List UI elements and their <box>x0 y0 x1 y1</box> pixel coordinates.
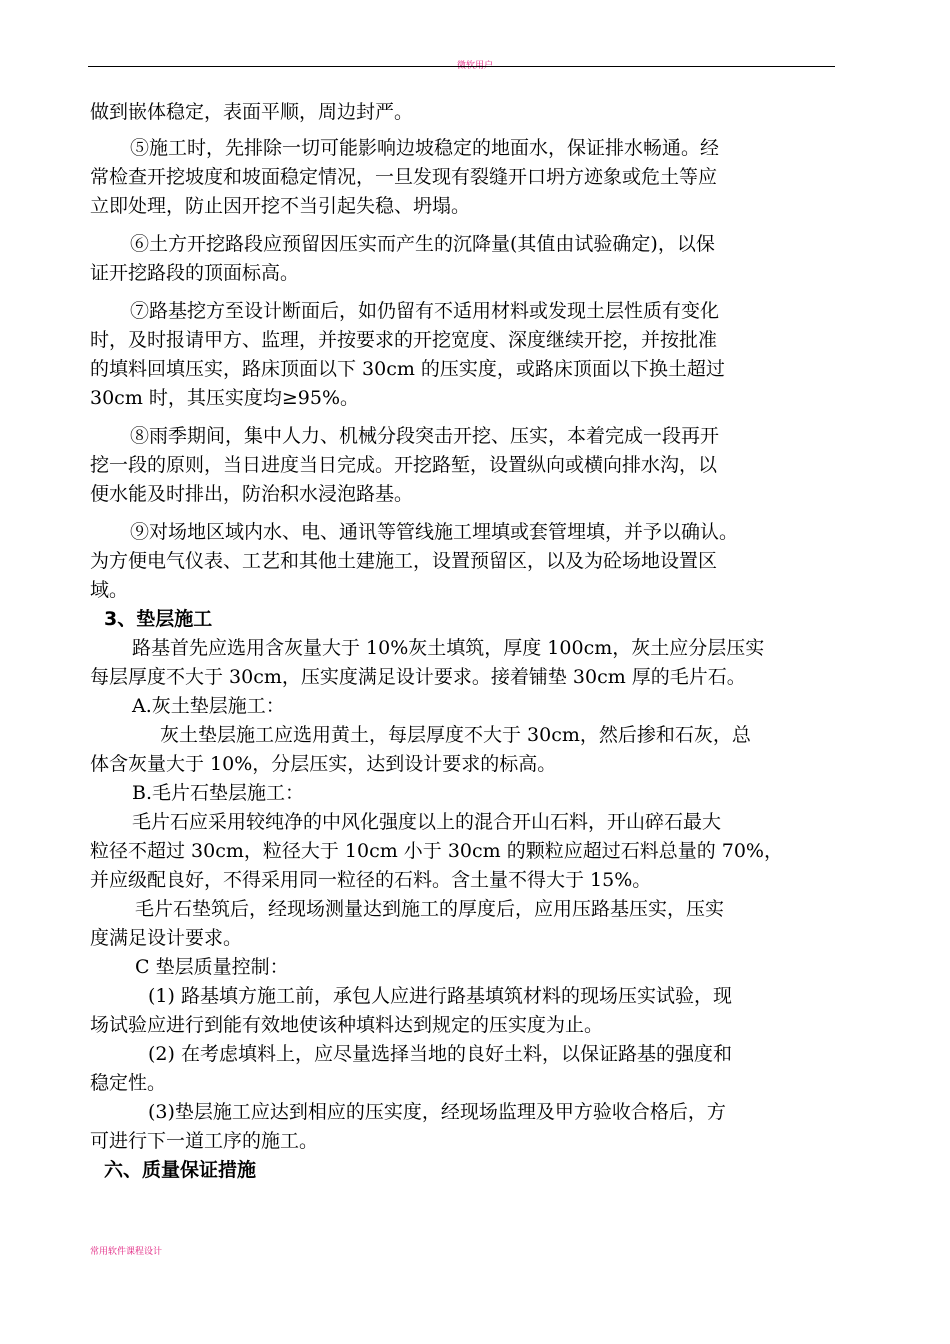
body-line: 毛片石垫筑后，经现场测量达到施工的厚度后，应用压路基压实，压实 <box>135 898 725 920</box>
body-line: 每层厚度不大于 30cm，压实度满足设计要求。接着铺垫 30cm 厚的毛片石。 <box>90 666 746 688</box>
body-line: 做到嵌体稳定，表面平顺，周边封严。 <box>90 101 414 123</box>
body-line: 立即处理，防止因开挖不当引起失稳、坍塌。 <box>90 195 471 217</box>
body-line: 证开挖路段的顶面标高。 <box>90 262 300 284</box>
body-line: 场试验应进行到能有效地使该种填料达到规定的压实度为止。 <box>90 1014 604 1036</box>
body-line: 为方便电气仪表、工艺和其他土建施工，设置预留区，以及为砼场地设置区 <box>90 550 718 572</box>
body-line: 灰土垫层施工应选用黄土，每层厚度不大于 30cm，然后掺和石灰，总 <box>160 724 751 746</box>
header-rule <box>88 66 835 67</box>
body-line: 的填料回填压实，路床顶面以下 30cm 的压实度，或路床顶面以下换土超过 <box>90 358 725 380</box>
body-line: 便水能及时排出，防治积水浸泡路基。 <box>90 483 414 505</box>
body-line: 时，及时报请甲方、监理，并按要求的开挖宽度、深度继续开挖，并按批准 <box>90 329 718 351</box>
body-line: 30cm 时，其压实度均≥95%。 <box>90 387 360 409</box>
body-line: 并应级配良好，不得采用同一粒径的石料。含土量不得大于 15%。 <box>90 869 652 891</box>
subheading: B.毛片石垫层施工： <box>132 782 305 804</box>
body-line: ⑧雨季期间，集中人力、机械分段突击开挖、压实，本着完成一段再开 <box>130 425 720 447</box>
body-line: (2) 在考虑填料上，应尽量选择当地的良好土料，以保证路基的强度和 <box>148 1043 732 1065</box>
body-line: 毛片石应采用较纯净的中风化强度以上的混合开山石料，开山碎石最大 <box>132 811 722 833</box>
body-line: 域。 <box>90 579 129 601</box>
subheading: A.灰土垫层施工： <box>132 695 285 717</box>
body-line: 路基首先应选用含灰量大于 10%灰土填筑，厚度 100cm，灰土应分层压实 <box>132 637 765 659</box>
body-line: (1) 路基填方施工前，承包人应进行路基填筑材料的现场压实试验，现 <box>148 985 732 1007</box>
body-line: 常检查开挖坡度和坡面稳定情况，一旦发现有裂缝开口坍方迹象或危土等应 <box>90 166 718 188</box>
page-header-text: 微软用户 <box>456 61 493 71</box>
body-line: 稳定性。 <box>90 1072 167 1094</box>
page-footer-text: 常用软件课程设计 <box>90 1247 163 1257</box>
body-line: 体含灰量大于 10%，分层压实，达到设计要求的标高。 <box>90 753 557 775</box>
body-line: ⑥土方开挖路段应预留因压实而产生的沉降量(其值由试验确定)，以保 <box>130 233 715 255</box>
body-line: ⑦路基挖方至设计断面后，如仍留有不适用材料或发现土层性质有变化 <box>130 300 720 322</box>
section-heading: 六、质量保证措施 <box>104 1159 257 1181</box>
body-line: 挖一段的原则，当日进度当日完成。开挖路堑，设置纵向或横向排水沟，以 <box>90 454 718 476</box>
body-line: 可进行下一道工序的施工。 <box>90 1130 319 1152</box>
subheading: C 垫层质量控制： <box>135 956 289 978</box>
body-line: 粒径不超过 30cm，粒径大于 10cm 小于 30cm 的颗粒应超过石料总量的 70%， <box>90 840 783 862</box>
body-line: 度满足设计要求。 <box>90 927 243 949</box>
section-heading: 3、垫层施工 <box>104 608 213 630</box>
body-line: ⑤施工时，先排除一切可能影响边坡稳定的地面水，保证排水畅通。经 <box>130 137 720 159</box>
body-line: ⑨对场地区域内水、电、通讯等管线施工埋填或套管埋填，并予以确认。 <box>130 521 739 543</box>
body-line: (3)垫层施工应达到相应的压实度，经现场监理及甲方验收合格后，方 <box>148 1101 726 1123</box>
